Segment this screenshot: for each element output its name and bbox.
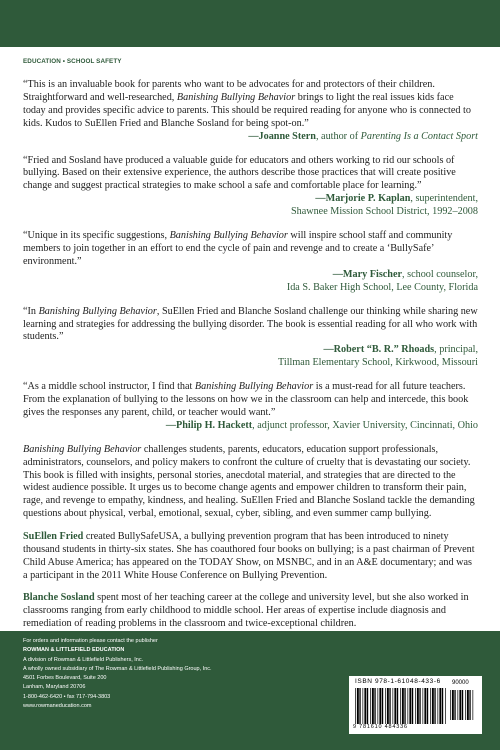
endorser-affiliation: , principal, <box>434 344 478 356</box>
quote-text: “Fried and Sosland have produced a valuable guide for educators and others working to rid our schools of bullying. Based on their extensive experience, the authors describe those practices that will create positive change and suggest practical strategies to make school a safe and comfortable place for learning.” <box>23 154 456 192</box>
endorser-affiliation: Ida S. Baker High School, Lee County, Florida <box>286 281 478 293</box>
category-label: EDUCATION • SCHOOL SAFETY <box>23 58 122 65</box>
publisher-info <box>23 637 212 711</box>
author-name: Blanche Sosland <box>23 591 95 603</box>
publisher-line: A wholly owned subsidiary of The Rowman & Littlefield Publishing Group, Inc. <box>23 665 212 672</box>
quote-text: “As a middle school instructor, I find that <box>23 381 195 393</box>
endorser-affiliation: , school counselor, <box>402 268 478 280</box>
quote-book-title: Banishing Bullying Behavior <box>38 305 157 317</box>
endorser-affiliation: Tillman Elementary School, Kirkwood, Missouri <box>278 357 478 369</box>
publisher-line: 1-800-462-6420 • fax 717-794-3803 <box>23 693 111 700</box>
publisher-line: www.rowmaneducation.com <box>23 703 92 710</box>
cover-text <box>23 79 478 640</box>
quote-text: , SuEllen Fried and Blanche Sosland challenge our thinking while sharing new learning and strategies for addressing the bullying disorder. The book is essential reading for all who work with students.” <box>23 305 478 343</box>
barcode-box <box>349 676 482 734</box>
endorsement-attribution <box>23 420 478 433</box>
quote-text: “Unique in its specific suggestions, <box>23 230 170 242</box>
author-name: SuEllen Fried <box>23 531 84 543</box>
endorser-name: —Joanne Stern <box>248 130 316 142</box>
endorser-name: —Marjorie P. Kaplan <box>315 193 411 205</box>
endorsement <box>23 306 478 371</box>
barcode-image <box>355 688 447 724</box>
endorsement-attribution <box>23 131 478 144</box>
description-text: challenges students, parents, educators, education support professionals, administrators, counselors, and policy makers to confront the culture of cruelty that is devastating our society. This book is filled with insights, personal stories, anecdotal material, and strategies that are directed to the widest audience possible. It urges us to become change agents and empower children to transform their pain, rage, and revenge to empathy, kindness, and healing. SuEllen Fried and Blanche Sosland tackle the demanding questions about physical, verbal, emotional, sexual, cyber, sibling, and even summer camp bullying. <box>23 443 475 520</box>
endorser-name: —Mary Fischer <box>332 268 403 280</box>
isbn-label: ISBN 978-1-61048-433-6 <box>355 678 441 685</box>
publisher-line: For orders and information please contact the publisher <box>23 638 158 644</box>
description-title: Banishing Bullying Behavior <box>23 443 142 455</box>
quote-book-title: Banishing Bullying Behavior <box>194 381 314 393</box>
publisher-line: ROWMAN & LITTLEFIELD EDUCATION <box>23 647 125 654</box>
endorser-book-title: Parenting Is a Contact Sport <box>360 130 478 142</box>
publisher-line: 4501 Forbes Boulevard, Suite 200 <box>23 675 107 682</box>
quote-text: brings to light the real issues kids face today and provides specific advice to parents. This should be required reading for anyone who is connected to kids. Kudos to SuEllen Fried and Blanche Sosland for being spot-on.” <box>23 91 471 129</box>
quote-text: will inspire school staff and community members to join together in an effort to end the cycle of pain and revenge and to create a ‘BullySafe’ environment.” <box>23 230 453 267</box>
endorser-affiliation: , author of <box>315 130 361 142</box>
endorsement <box>23 155 478 220</box>
endorsement-attribution <box>23 344 478 370</box>
endorsement-attribution <box>23 269 478 295</box>
endorsements <box>23 79 478 433</box>
endorser-affiliation: , adjunct professor, Xavier University, Cincinnati, Ohio <box>252 419 478 431</box>
author-bio-text: created BullySafeUSA, a bullying prevention program that has been introduced to ninety thousand students in thirty-six states. She has coauthored four books on bullying; is a past chairman of Prevent Child Abuse America; has appeared on the TODAY Show, on MSNBC, and in an A&E documentary; and was a participant in the 2011 White House Conference on Bullying Prevention. <box>23 531 475 581</box>
quote-book-title: Banishing Bullying Behavior <box>169 230 288 242</box>
author-bios <box>23 531 478 630</box>
book-description <box>23 444 478 521</box>
author-bio <box>23 592 478 631</box>
endorser-affiliation: , superintendent, <box>410 193 478 205</box>
quote-text: is a must-read for all future teachers. From the explanation of bullying to the lessons on how we in the classroom can help and intercede, this book gives the responses any parent, child, or teacher would want.” <box>23 381 469 418</box>
quote-text: “In <box>23 305 39 317</box>
publisher-line: Lanham, Maryland 20706 <box>23 684 86 691</box>
top-color-band <box>0 0 500 47</box>
author-bio-text: spent most of her teaching career at the college and university level, but she also worked in classrooms ranging from early childhood to middle school. Her areas of expertise include diagnosis and remediation of reading problems in the classroom and twice-exceptional children. <box>23 591 469 629</box>
barcode-digits: 9 781610 484336 <box>353 724 408 730</box>
endorsement <box>23 79 478 144</box>
price-barcode-image <box>450 690 474 720</box>
quote-text: “This is an invaluable book for parents who want to be advocates for and protectors of their children. Straightforward and well-researched, <box>23 79 435 103</box>
endorsement-attribution <box>23 193 478 219</box>
endorser-name: —Robert “B. R.” Rhoads <box>323 344 435 356</box>
endorsement <box>23 230 478 295</box>
publisher-line: A division of Rowman & Littlefield Publishers, Inc. <box>23 656 144 663</box>
quote-book-title: Banishing Bullying Behavior <box>176 91 296 103</box>
endorser-affiliation: Shawnee Mission School District, 1992–2008 <box>290 206 478 218</box>
endorsement <box>23 381 478 433</box>
price-code: 90000 <box>452 680 469 686</box>
author-bio <box>23 531 478 583</box>
endorser-name: —Philip H. Hackett <box>165 419 253 431</box>
